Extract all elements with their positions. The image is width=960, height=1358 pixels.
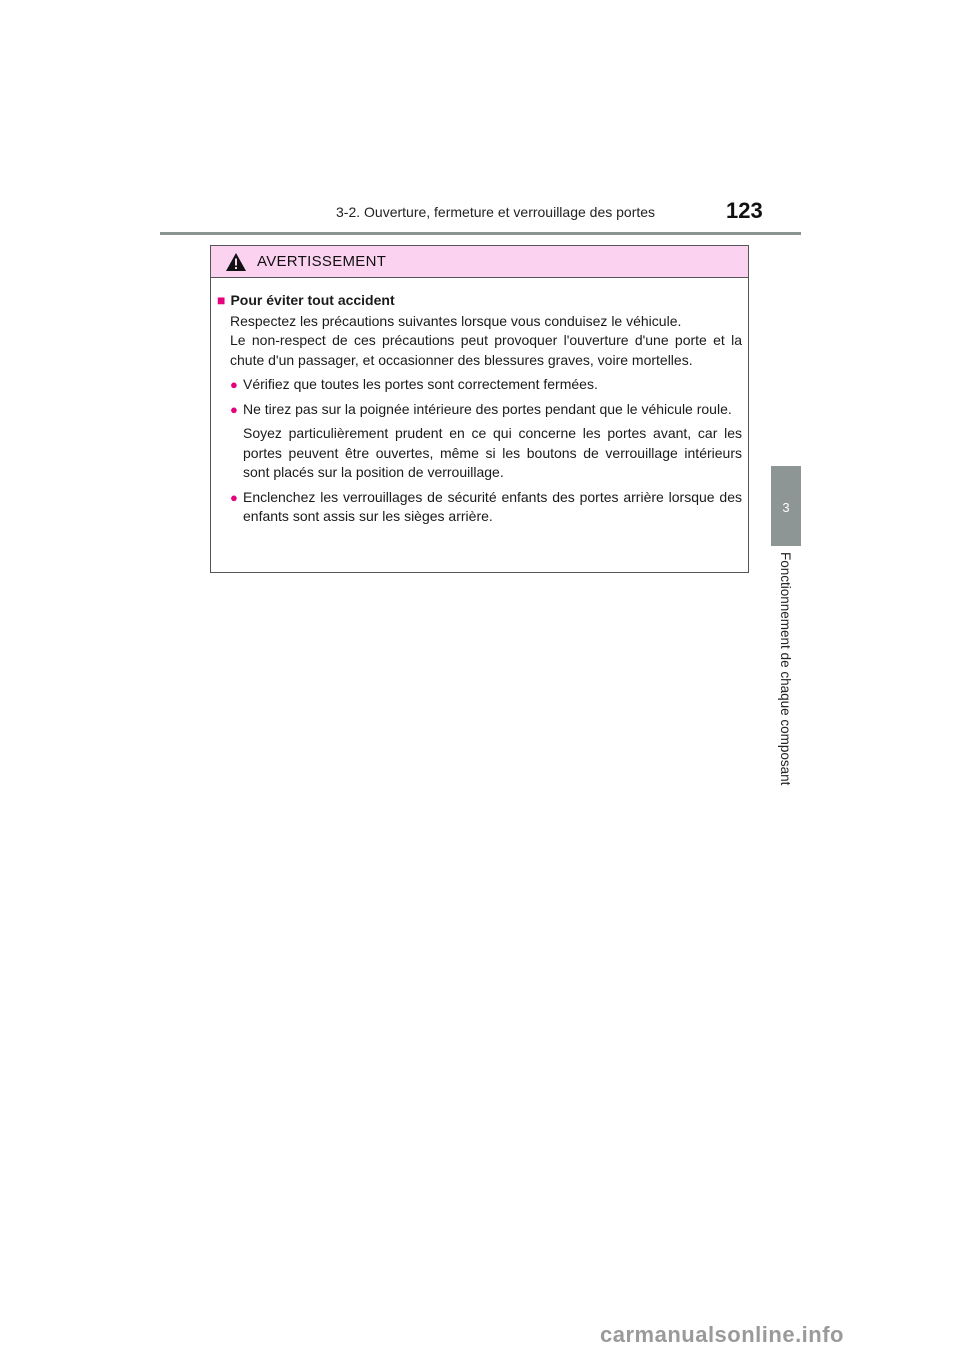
- warning-heading-text: Pour éviter tout accident: [230, 292, 395, 308]
- chapter-number: 3: [782, 500, 790, 515]
- watermark: carmanualsonline.info: [600, 1322, 844, 1347]
- warning-body: [211, 278, 748, 527]
- intro-line-2: Le non-respect de ces précautions peut provoquer l'ouverture d'une porte et la chute d'un passager, et occasionner des blessures graves, voire mortelles.: [230, 332, 742, 368]
- square-bullet-icon: ■: [217, 292, 226, 308]
- list-item: [217, 375, 742, 395]
- intro-paragraph: [217, 312, 742, 371]
- warning-heading: [217, 291, 742, 311]
- warning-header: [211, 246, 748, 278]
- bullet-text: Vérifiez que toutes les portes sont correctement fermées.: [243, 376, 598, 392]
- warning-triangle-icon: [225, 252, 247, 272]
- warning-box: [210, 245, 749, 573]
- section-title: 3-2. Ouverture, fermeture et verrouillage des portes: [336, 204, 656, 220]
- bullet-dot-icon: ●: [230, 377, 238, 392]
- bullet-text: Ne tirez pas sur la poignée intérieure des portes pendant que le véhicule roule.: [243, 400, 732, 417]
- chapter-label-container: [771, 552, 801, 812]
- intro-line-1: Respectez les précautions suivantes lorsque vous conduisez le véhicule.: [230, 312, 682, 329]
- list-item: [217, 400, 742, 420]
- bullet-dot-icon: ●: [230, 401, 238, 417]
- list-item: [217, 488, 742, 527]
- header-divider: [160, 232, 801, 235]
- bullet-dot-icon: ●: [230, 489, 238, 505]
- chapter-label: Fonctionnement de chaque composant: [778, 552, 793, 786]
- bullet-text: Enclenchez les verrouillages de sécurité enfants des portes arrière lorsque des enfants sont assis sur les sièges arrière.: [243, 488, 742, 524]
- warning-title: AVERTISSEMENT: [257, 253, 387, 270]
- bullet-note: Soyez particulièrement prudent en ce qui concerne les portes avant, car les portes peuvent être ouvertes, même si les boutons de verrouillage intérieurs sont placés sur la position de verrouillage.: [243, 425, 742, 480]
- page-number: 123: [726, 198, 763, 223]
